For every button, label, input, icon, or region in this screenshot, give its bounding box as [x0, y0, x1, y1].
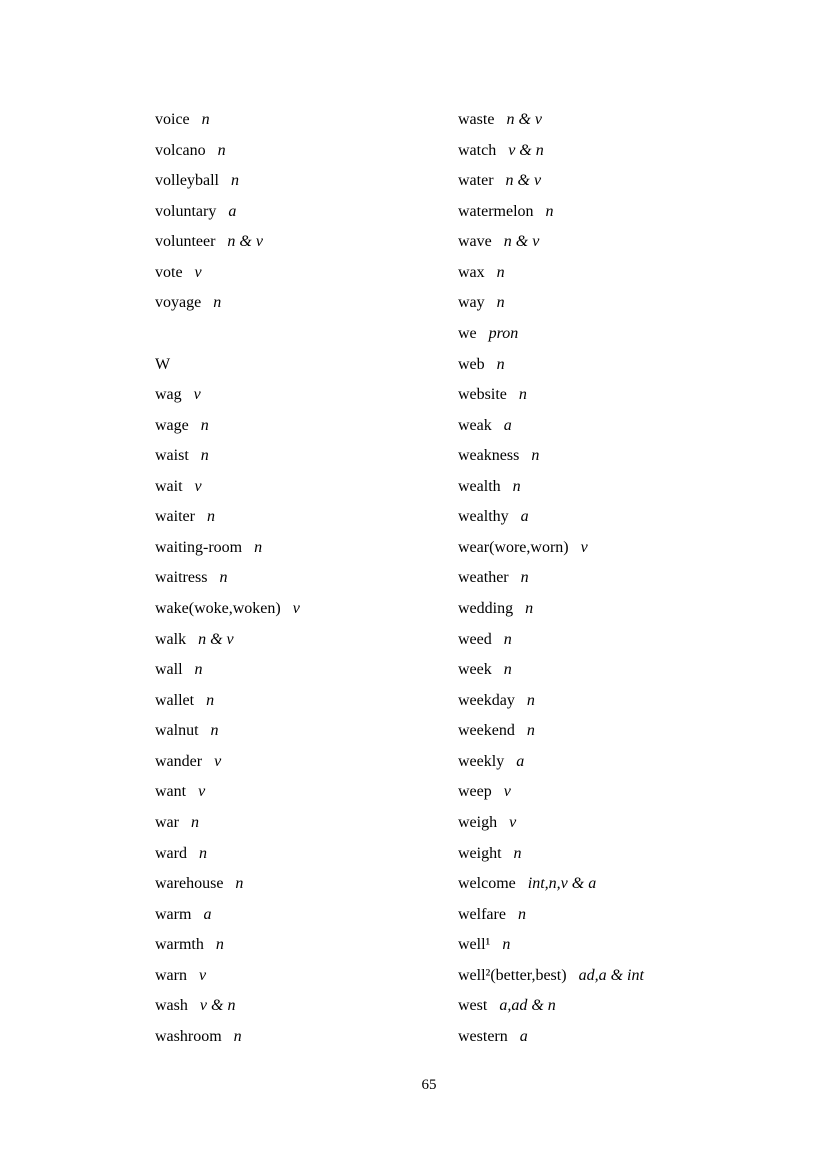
word-text: wax	[458, 263, 485, 281]
pos-label: v	[194, 477, 202, 495]
word-text: waist	[155, 447, 189, 465]
pos-label: n	[526, 691, 535, 709]
word-text: wealth	[458, 477, 501, 495]
word-list-column-right	[458, 105, 644, 1052]
pos-label: n	[503, 661, 512, 679]
word-entry	[155, 136, 300, 167]
word-entry	[458, 594, 644, 625]
pos-label: v	[503, 783, 511, 801]
word-entry	[155, 258, 300, 289]
word-text: W	[155, 355, 171, 373]
word-entry	[155, 472, 300, 503]
page-number: 65	[421, 1077, 437, 1093]
word-entry	[458, 502, 644, 533]
word-entry	[155, 686, 300, 717]
pos-label: n	[496, 355, 505, 373]
word-entry	[458, 716, 644, 747]
word-entry	[458, 991, 644, 1022]
pos-label: n	[517, 905, 526, 923]
pos-label: v	[198, 966, 207, 984]
word-entry	[155, 319, 300, 350]
word-entry	[155, 563, 300, 594]
word-entry	[458, 808, 644, 839]
word-text: west	[458, 997, 488, 1015]
word-text: wait	[155, 477, 183, 495]
word-text: wall	[155, 661, 183, 679]
word-text: wash	[155, 997, 188, 1015]
pos-label: a	[503, 416, 512, 434]
pos-label: n	[200, 447, 209, 465]
word-entry	[155, 441, 300, 472]
word-text: warn	[155, 966, 187, 984]
word-entry	[458, 1022, 644, 1053]
word-text: wealthy	[458, 508, 509, 526]
word-text: weather	[458, 569, 509, 587]
word-text: ward	[155, 844, 187, 862]
word-entry	[458, 686, 644, 717]
pos-label: n	[210, 722, 219, 740]
word-text: welcome	[458, 875, 516, 893]
word-entry	[155, 991, 300, 1022]
pos-label: n	[545, 202, 554, 220]
word-entry	[458, 563, 644, 594]
word-entry	[155, 839, 300, 870]
word-text: voyage	[155, 294, 202, 312]
word-text: warm	[155, 905, 192, 923]
pos-label: v	[198, 783, 206, 801]
pos-label: n	[526, 722, 535, 740]
word-entry	[155, 380, 300, 411]
pos-label: n	[219, 569, 228, 587]
pos-label: n	[520, 569, 529, 587]
word-text: wag	[155, 386, 182, 404]
word-text: weekly	[458, 752, 505, 770]
word-text: welfare	[458, 905, 506, 923]
word-text: wave	[458, 233, 492, 251]
word-entry	[155, 166, 300, 197]
pos-label: v & n	[199, 997, 236, 1015]
word-text: well¹	[458, 936, 491, 954]
pos-label: a	[228, 202, 237, 220]
word-entry	[155, 869, 300, 900]
word-text: wear(wore,worn)	[458, 538, 569, 556]
pos-label: a	[516, 752, 525, 770]
pos-label: n & v	[505, 172, 542, 190]
word-text: weep	[458, 783, 492, 801]
word-text: website	[458, 386, 507, 404]
word-entry	[458, 136, 644, 167]
pos-label: n & v	[227, 233, 263, 251]
word-text: web	[458, 355, 485, 373]
word-text: walnut	[155, 722, 199, 740]
word-text: voluntary	[155, 202, 217, 220]
word-entry	[458, 319, 644, 350]
word-entry	[155, 655, 300, 686]
pos-label: v & n	[508, 141, 544, 159]
pos-label: n	[233, 1027, 242, 1045]
word-entry	[458, 105, 644, 136]
word-entry	[155, 1022, 300, 1053]
pos-label: n	[235, 875, 244, 893]
word-text: weakness	[458, 447, 520, 465]
word-text: weed	[458, 630, 492, 648]
word-text: washroom	[155, 1027, 222, 1045]
word-entry	[155, 808, 300, 839]
word-text: war	[155, 813, 179, 831]
word-entry	[458, 411, 644, 442]
word-text: walk	[155, 630, 187, 648]
word-text: we	[458, 324, 477, 342]
word-text: warehouse	[155, 875, 224, 893]
pos-label: n	[206, 691, 215, 709]
word-entry	[155, 961, 300, 992]
word-text: wake(woke,woken)	[155, 600, 281, 617]
word-entry	[458, 533, 644, 564]
pos-label: pron	[488, 324, 519, 342]
pos-label: a	[203, 905, 212, 923]
word-entry	[458, 961, 644, 992]
word-text: watermelon	[458, 202, 534, 220]
word-entry	[155, 747, 300, 778]
pos-label: n	[201, 111, 210, 128]
word-text: wage	[155, 416, 189, 434]
pos-label: n	[213, 294, 222, 312]
word-entry	[155, 227, 300, 258]
word-entry	[155, 716, 300, 747]
word-text: way	[458, 294, 485, 312]
word-entry	[458, 380, 644, 411]
word-text: waiter	[155, 508, 195, 526]
pos-label: n	[217, 141, 226, 159]
word-entry	[458, 655, 644, 686]
word-text: vote	[155, 263, 183, 281]
word-text: weight	[458, 844, 502, 862]
word-entry	[458, 625, 644, 656]
pos-label: v	[214, 752, 222, 770]
word-text: weekend	[458, 722, 515, 740]
word-text: well²(better,best)	[458, 966, 567, 984]
pos-label: n	[525, 600, 534, 617]
word-text: week	[458, 661, 492, 679]
pos-label: n	[496, 294, 505, 312]
word-text: wedding	[458, 600, 514, 617]
pos-label: n	[190, 813, 199, 831]
word-text: waste	[458, 111, 495, 128]
word-entry	[155, 777, 300, 808]
word-entry	[458, 930, 644, 961]
pos-label: n	[254, 538, 263, 556]
word-text: waitress	[155, 569, 208, 587]
word-entry	[458, 472, 644, 503]
pos-label: v	[580, 538, 588, 556]
word-entry	[458, 166, 644, 197]
word-entry	[155, 105, 300, 136]
word-entry	[458, 441, 644, 472]
word-text: weigh	[458, 813, 498, 831]
word-entry	[155, 197, 300, 228]
word-entry	[458, 869, 644, 900]
pos-label: a	[520, 508, 529, 526]
word-entry	[458, 350, 644, 381]
pos-label: n	[198, 844, 207, 862]
word-entry	[458, 777, 644, 808]
word-text: weak	[458, 416, 492, 434]
pos-label: n	[194, 661, 203, 679]
word-entry	[155, 350, 300, 381]
pos-label: n	[518, 386, 527, 404]
pos-label: n	[513, 844, 522, 862]
word-entry	[155, 288, 300, 319]
pos-label: n & v	[506, 111, 542, 128]
pos-label: n	[512, 477, 521, 495]
word-text: wallet	[155, 691, 195, 709]
pos-label: n	[230, 172, 239, 190]
word-entry	[458, 900, 644, 931]
word-entry	[458, 747, 644, 778]
word-entry	[155, 533, 300, 564]
pos-label: n	[502, 936, 511, 954]
word-list-column-left	[155, 105, 300, 1052]
pos-label: n	[200, 416, 209, 434]
word-text: water	[458, 172, 494, 190]
word-entry	[155, 594, 300, 625]
word-text: weekday	[458, 691, 515, 709]
pos-label: n	[503, 630, 512, 648]
word-text: warmth	[155, 936, 204, 954]
pos-label: n & v	[503, 233, 540, 251]
pos-label: n	[215, 936, 224, 954]
word-entry	[458, 227, 644, 258]
pos-label: n & v	[198, 630, 234, 648]
word-entry	[458, 288, 644, 319]
word-entry	[155, 900, 300, 931]
pos-label: int,n,v & a	[527, 875, 597, 893]
word-text: waiting-room	[155, 538, 243, 556]
word-text: western	[458, 1027, 508, 1045]
word-entry	[155, 502, 300, 533]
word-text: want	[155, 783, 187, 801]
word-entry	[155, 411, 300, 442]
word-entry	[458, 839, 644, 870]
pos-label: a,ad & n	[499, 997, 556, 1015]
word-text: volunteer	[155, 233, 216, 251]
pos-label: n	[206, 508, 215, 526]
pos-label: v	[193, 386, 201, 404]
word-text: volleyball	[155, 172, 219, 190]
word-entry	[458, 197, 644, 228]
pos-label: v	[509, 813, 517, 831]
word-text: voice	[155, 111, 190, 128]
pos-label: a	[519, 1027, 528, 1045]
word-entry	[458, 258, 644, 289]
word-entry	[155, 930, 300, 961]
pos-label: v	[194, 263, 202, 281]
pos-label: n	[496, 263, 505, 281]
word-text: volcano	[155, 141, 206, 159]
word-text: watch	[458, 141, 497, 159]
pos-label: v	[292, 600, 300, 617]
pos-label: n	[531, 447, 540, 465]
pos-label: ad,a & int	[578, 966, 644, 984]
word-entry	[155, 625, 300, 656]
word-text: wander	[155, 752, 203, 770]
